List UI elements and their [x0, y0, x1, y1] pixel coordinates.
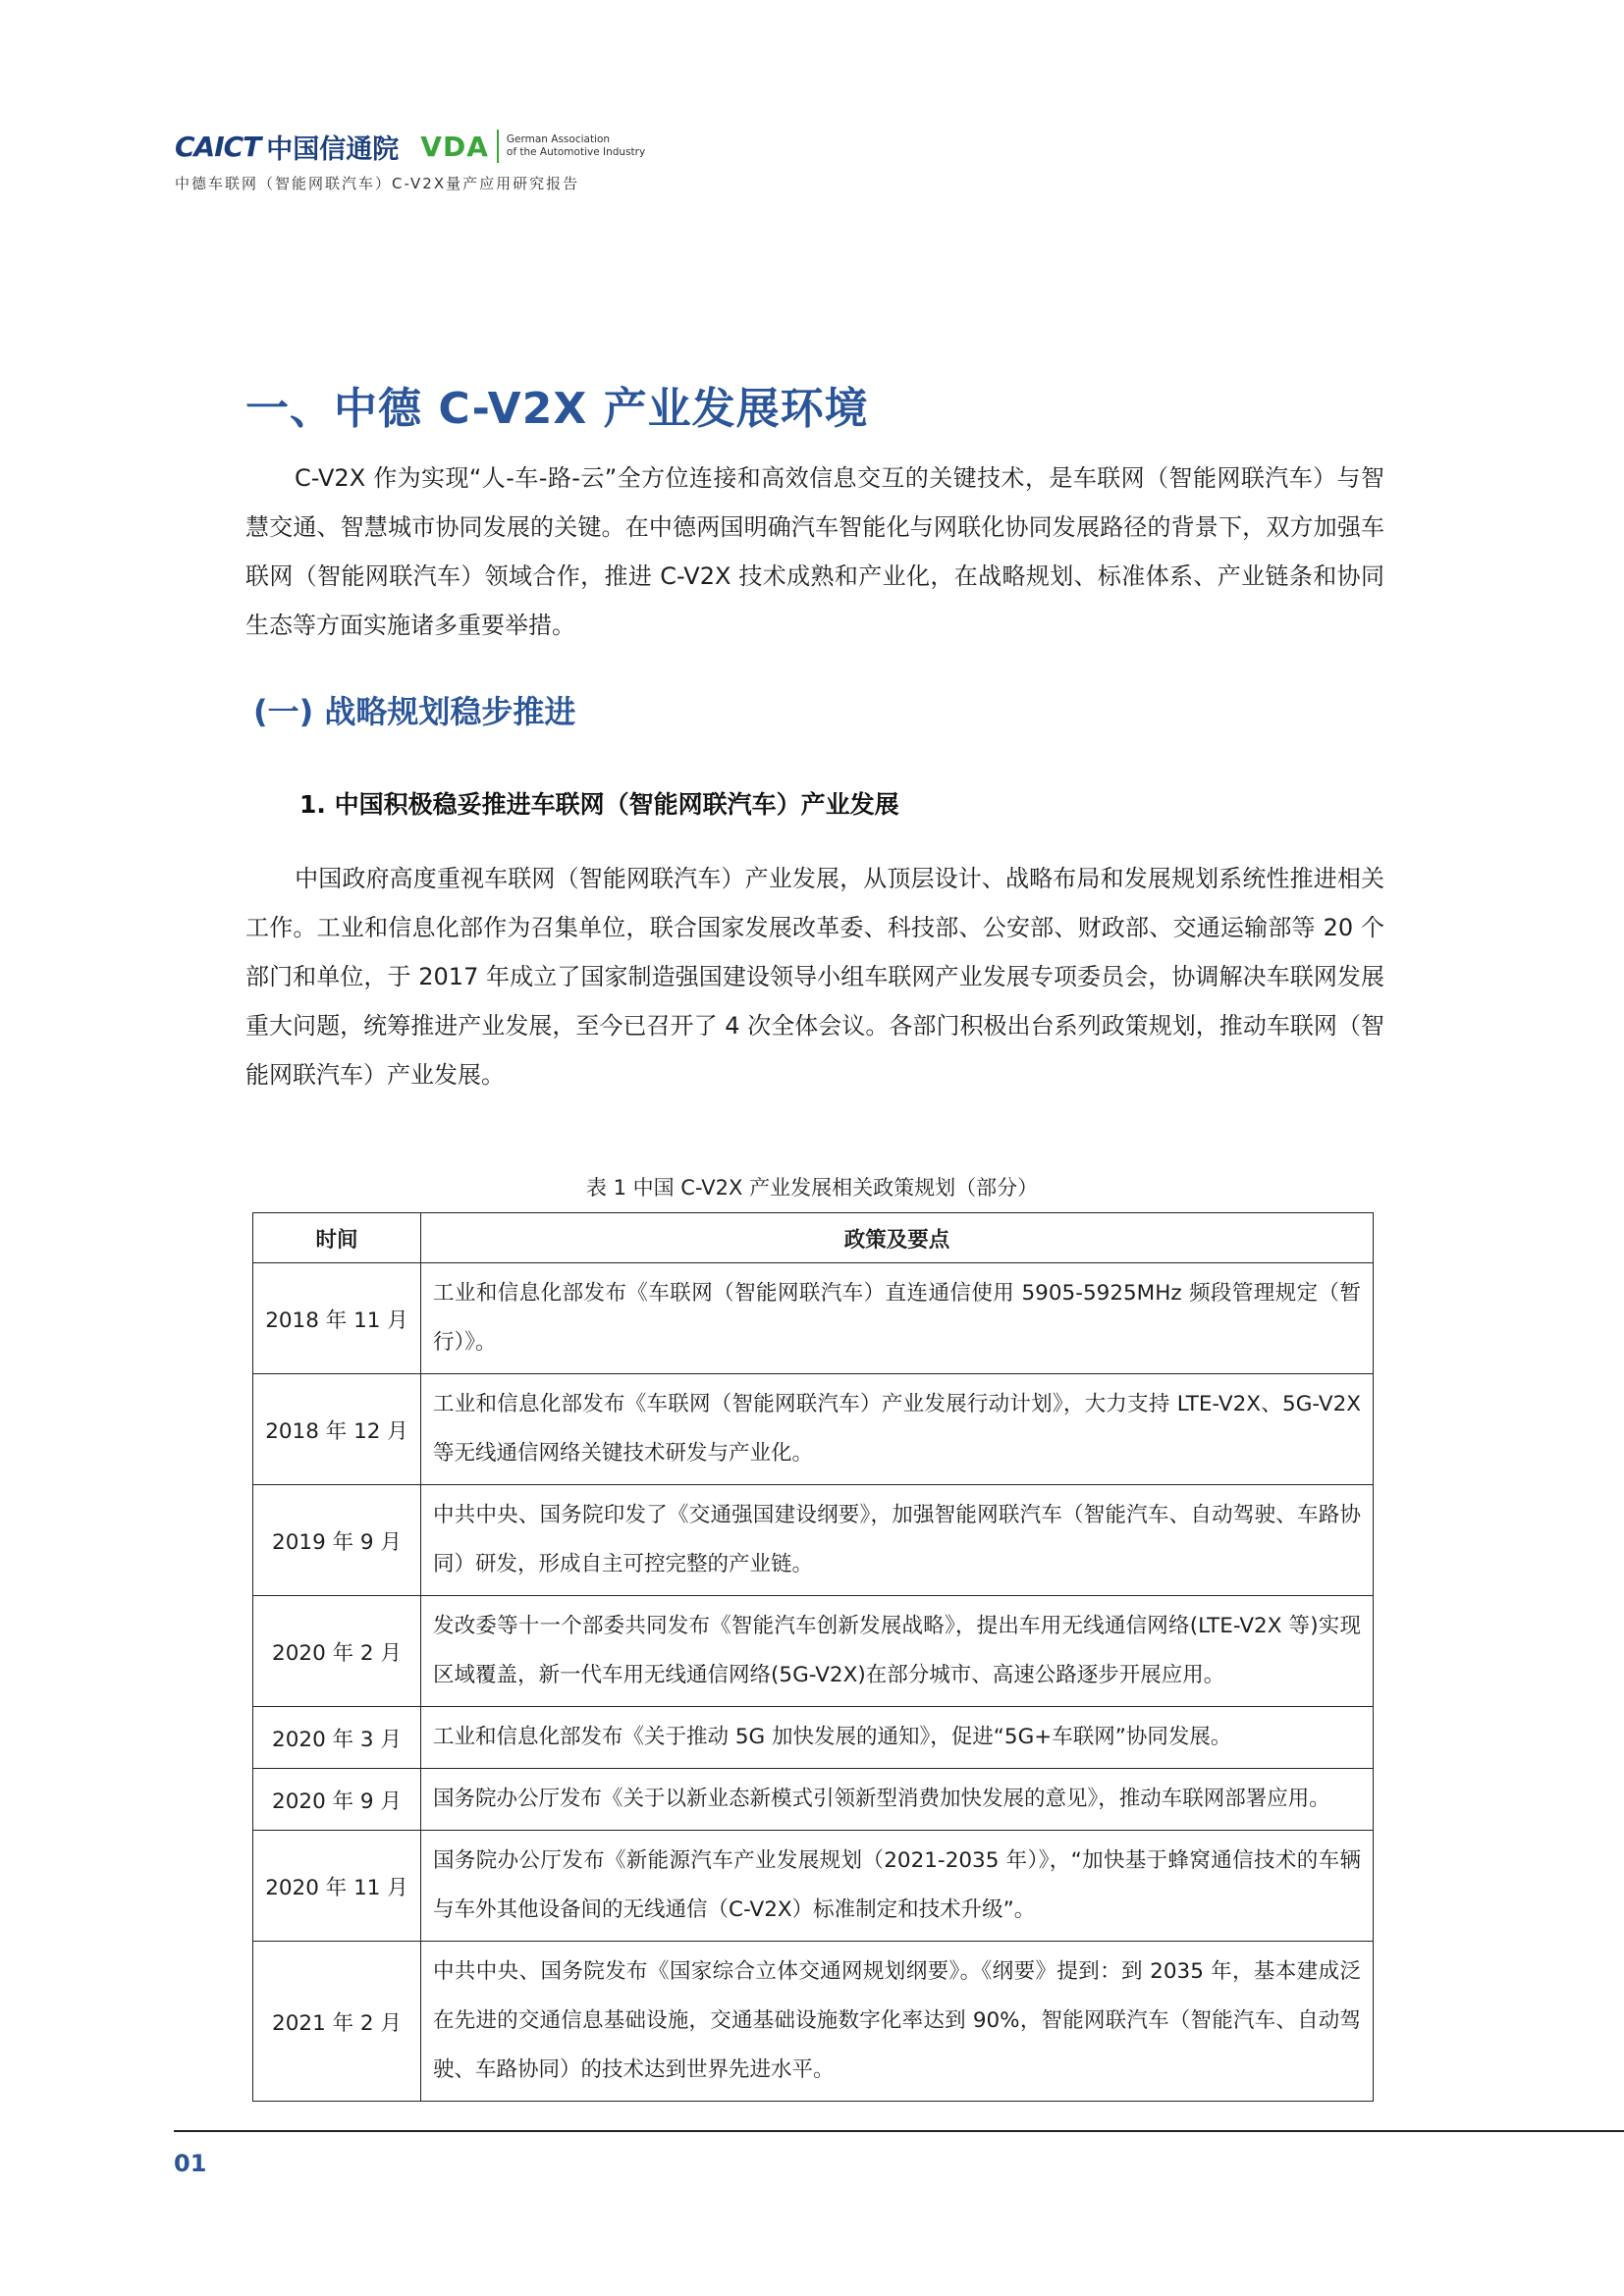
page-header: [175, 128, 645, 193]
page-number: 01: [174, 2150, 207, 2177]
row-policy: 发改委等十一个部委共同发布《智能汽车创新发展战略》，提出车用无线通信网络(LTE-V2X 等)实现区域覆盖，新一代车用无线通信网络(5G-V2X)在部分城市、高速公路逐步开展应用。: [421, 1596, 1374, 1707]
row-policy: 工业和信息化部发布《车联网（智能网联汽车）产业发展行动计划》，大力支持 LTE-V2X、5G-V2X 等无线通信网络关键技术研发与产业化。: [421, 1374, 1374, 1485]
row-time: 2018 年 11 月: [253, 1263, 421, 1374]
logo-row: [175, 128, 645, 165]
caict-name: 中国信通院: [266, 133, 400, 165]
row-time: 2020 年 3 月: [253, 1707, 421, 1769]
footer-rule: [174, 2130, 1624, 2132]
row-policy: 中共中央、国务院印发了《交通强国建设纲要》，加强智能网联汽车（智能汽车、自动驾驶、车路协同）研发，形成自主可控完整的产业链。: [421, 1485, 1374, 1596]
intro-text: C-V2X 作为实现“人-车-路-云”全方位连接和高效信息交互的关键技术，是车联网（智能网联汽车）与智慧交通、智慧城市协同发展的关键。在中德两国明确汽车智能化与网联化协同发展路径的背景下，双方加强车联网（智能网联汽车）领域合作，推进 C-V2X 技术成熟和产业化，在战略规划、标准体系、产业链条和协同生态等方面实施诸多重要举措。: [245, 464, 1384, 639]
vda-association-text: German Association of the Automotive Industry: [506, 133, 646, 158]
table-header-row: [253, 1213, 1374, 1263]
row-time: 2019 年 9 月: [253, 1485, 421, 1596]
row-time: 2020 年 11 月: [253, 1831, 421, 1942]
row-time: 2020 年 2 月: [253, 1596, 421, 1707]
row-policy: 中共中央、国务院发布《国家综合立体交通网规划纲要》。《纲要》提到：到 2035 年，基本建成泛在先进的交通信息基础设施，交通基础设施数字化率达到 90%，智能网联汽车（智能汽车、自动驾驶、车路协同）的技术达到世界先进水平。: [421, 1942, 1374, 2102]
header-policy: 政策及要点: [421, 1213, 1374, 1263]
row-time: 2020 年 9 月: [253, 1769, 421, 1831]
table-caption: 表 1 中国 C-V2X 产业发展相关政策规划（部分）: [585, 1176, 1039, 1200]
table-row: [253, 1263, 1374, 1374]
table-row: [253, 1769, 1374, 1831]
policy-table: [252, 1212, 1374, 2102]
report-subtitle: 中德车联网（智能网联汽车）C-V2X量产应用研究报告: [175, 175, 580, 192]
row-time: 2021 年 2 月: [253, 1942, 421, 2102]
row-policy: 工业和信息化部发布《关于推动 5G 加快发展的通知》，促进“5G+车联网”协同发展。: [421, 1707, 1374, 1769]
subsection-title: (一) 战略规划稳步推进: [253, 693, 576, 730]
body-text: 中国政府高度重视车联网（智能网联汽车）产业发展，从顶层设计、战略布局和发展规划系统性推进相关工作。工业和信息化部作为召集单位，联合国家发展改革委、科技部、公安部、财政部、交通运输部等 20 个部门和单位，于 2017 年成立了国家制造强国建设领导小组车联网产业发展专项委员会，协调解决车联网发展重大问题，统筹推进产业发展，至今已召开了 4 次全体会议。各部门积极出台系列政策规划，推动车联网（智能网联汽车）产业发展。: [245, 865, 1384, 1089]
vda-logo: VDA: [420, 130, 489, 163]
row-policy: 工业和信息化部发布《车联网（智能网联汽车）直连通信使用 5905-5925MHz 频段管理规定（暂行）》。: [421, 1263, 1374, 1374]
row-time: 2018 年 12 月: [253, 1374, 421, 1485]
row-policy: 国务院办公厅发布《新能源汽车产业发展规划（2021-2035 年）》，“加快基于蜂窝通信技术的车辆与车外其他设备间的无线通信（C-V2X）标准制定和技术升级”。: [421, 1831, 1374, 1942]
header-time: 时间: [253, 1213, 421, 1263]
table-row: [253, 1596, 1374, 1707]
vda-divider: [497, 130, 499, 163]
table-row: [253, 1831, 1374, 1942]
table-row: [253, 1485, 1374, 1596]
caict-logo: CAICT: [175, 130, 261, 163]
table-row: [253, 1374, 1374, 1485]
body-paragraph: [245, 854, 1384, 1099]
table-row: [253, 1942, 1374, 2102]
intro-paragraph: [245, 454, 1384, 650]
table-row: [253, 1707, 1374, 1769]
subsubsection-title: 1. 中国积极稳妥推进车联网（智能网联汽车）产业发展: [299, 790, 899, 819]
row-policy: 国务院办公厅发布《关于以新业态新模式引领新型消费加快发展的意见》，推动车联网部署应用。: [421, 1769, 1374, 1831]
section-title: 一、中德 C-V2X 产业发展环境: [245, 384, 869, 434]
